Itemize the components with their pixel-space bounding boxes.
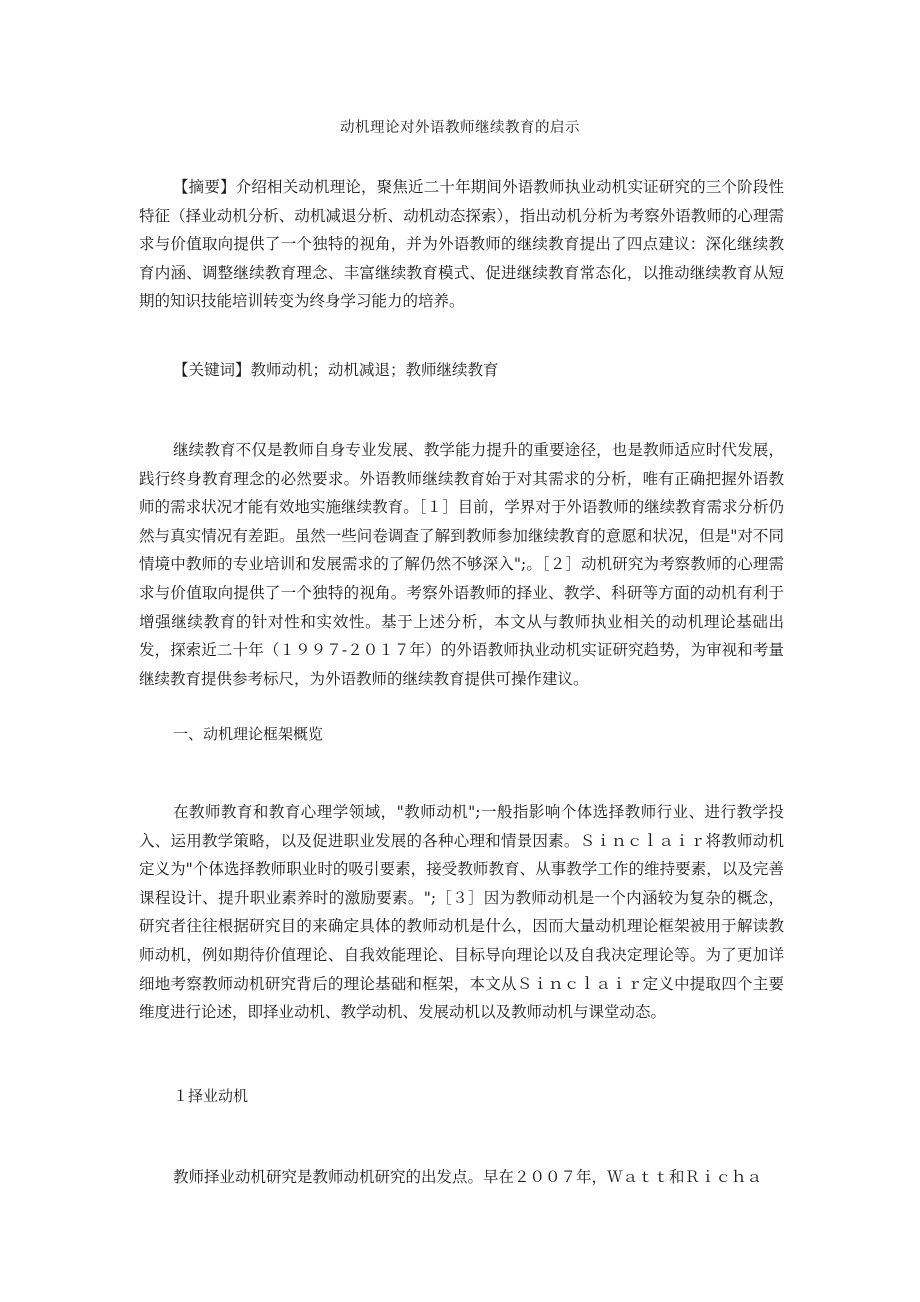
section-heading: 一、动机理论框架概览 xyxy=(173,725,324,743)
section-paragraph: 在教师教育和教育心理学领域，"教师动机";一般指影响个体选择教师行业、进行教学投入、运用教学策略，以及促进职业发展的各种心理和情景因素。Ｓｉｎｃｌａｉｒ将教师动机定义为"个体选择教师职业时的吸引要素，接受教师教育、从事教学工作的维持要素，以及完善课程设计、提升职业素养时的激励要素。";［３］因为教师动机是一个内涵较为复杂的概念，研究者往往根据研究目的来确定具体的教师动机是什么，因而大量动机理论框架被用于解读教师动机，例如期待价值理论、自我效能理论、目标导向理论以及自我决定理论等。为了更加详细地考察教师动机研究背后的理论基础和框架，本文从Ｓｉｎｃｌａｉｒ定义中提取四个主要维度进行论述，即择业动机、教学动机、发展动机以及教师动机与课堂动态。 xyxy=(139,803,784,1022)
document-title: 动机理论对外语教师继续教育的启示 xyxy=(340,120,580,136)
keywords-paragraph: 【关键词】教师动机；动机减退；教师继续教育 xyxy=(173,361,499,379)
subsection-paragraph: 教师择业动机研究是教师动机研究的出发点。早在２００７年，Ｗａｔｔ和Ｒｉｃｈａ xyxy=(173,1168,763,1186)
intro-paragraph: 继续教育不仅是教师自身专业发展、教学能力提升的重要途径，也是教师适应时代发展，践行终身教育理念的必然要求。外语教师继续教育始于对其需求的分析，唯有正确把握外语教师的需求状况才能有效地实施继续教育。［１］目前，学界对于外语教师的继续教育需求分析仍然与真实情况有差距。虽然一些问卷调查了解到教师参加继续教育的意愿和状况，但是"对不同情境中教师的专业培训和发展需求的了解仍然不够深入";。［２］动机研究为考察教师的心理需求与价值取向提供了一个独特的视角。考察外语教师的择业、教学、科研等方面的动机有利于增强继续教育的针对性和实效性。基于上述分析，本文从与教师执业相关的动机理论基础出发，探索近二十年（１９９７-２０１７年）的外语教师执业动机实证研究趋势，为审视和考量继续教育提供参考标尺，为外语教师的继续教育提供可操作建议。 xyxy=(139,441,784,688)
subsection-heading: １择业动机 xyxy=(173,1087,249,1105)
abstract-paragraph: 【摘要】介绍相关动机理论，聚焦近二十年期间外语教师执业动机实证研究的三个阶段性特征（择业动机分析、动机减退分析、动机动态探索），指出动机分析为考察外语教师的心理需求与价值取向提供了一个独特的视角，并为外语教师的继续教育提出了四点建议：深化继续教育内涵、调整继续教育理念、丰富继续教育模式、促进继续教育常态化，以推动继续教育从短期的知识技能培训转变为终身学习能力的培养。 xyxy=(139,178,784,311)
